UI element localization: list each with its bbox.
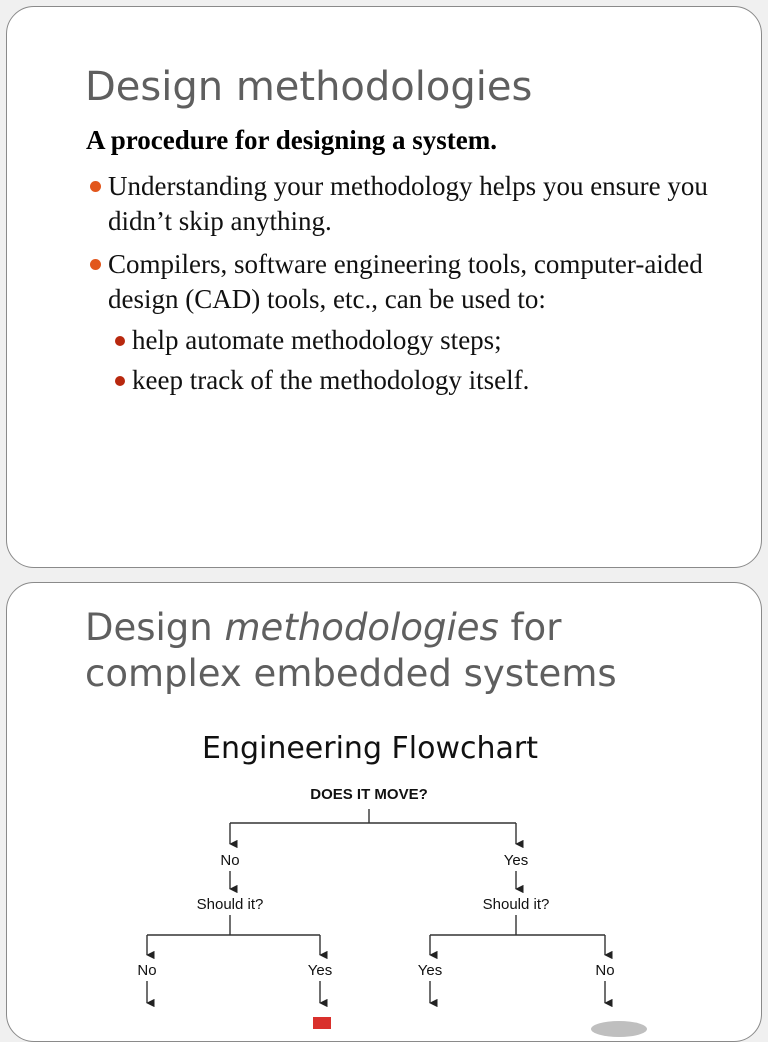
bullet-item [108,247,728,317]
slide-2 [6,582,762,1042]
bullet-dot-icon [115,376,125,386]
slide-1 [6,6,762,568]
flowchart-root-node: DOES IT MOVE? [310,786,428,803]
flowchart-node-no: No [220,852,240,869]
flowchart-diagram [7,583,762,1042]
flowchart-leaf: Yes [417,962,443,979]
slide-subtitle: A procedure for designing a system. [86,125,498,155]
title-emphasis: methodologies [224,606,499,649]
flowchart-title: Engineering Flowchart [201,731,538,766]
sub-bullet-text: keep track of the methodology itself. [132,365,530,395]
bullet-text: Compilers, software engineering tools, computer-aided design (CAD) tools, etc., can be used to: [108,249,703,314]
flowchart-leaf: Yes [307,962,333,979]
flowchart-leaf: No [595,962,615,979]
bullet-item [108,169,728,239]
sub-bullet-item [132,363,722,398]
cutoff-gray-image [591,1021,647,1037]
bullet-dot-icon [90,181,101,192]
title-part: Design [85,606,225,649]
bullet-dot-icon [90,259,101,270]
flowchart-node-should-it: Should it? [196,896,264,913]
flowchart-node-should-it: Should it? [482,896,550,913]
cutoff-red-image [313,1017,331,1029]
flowchart-leaf: No [137,962,157,979]
flowchart-node-yes: Yes [503,852,529,869]
bullet-dot-icon [115,336,125,346]
sub-bullet-text: help automate methodology steps; [132,325,502,355]
slide-title: Design methodologies [85,64,533,110]
title-part: for complex embedded systems [85,606,617,695]
bullet-text: Understanding your methodology helps you ensure you didn’t skip anything. [108,171,708,236]
sub-bullet-item [132,323,722,358]
